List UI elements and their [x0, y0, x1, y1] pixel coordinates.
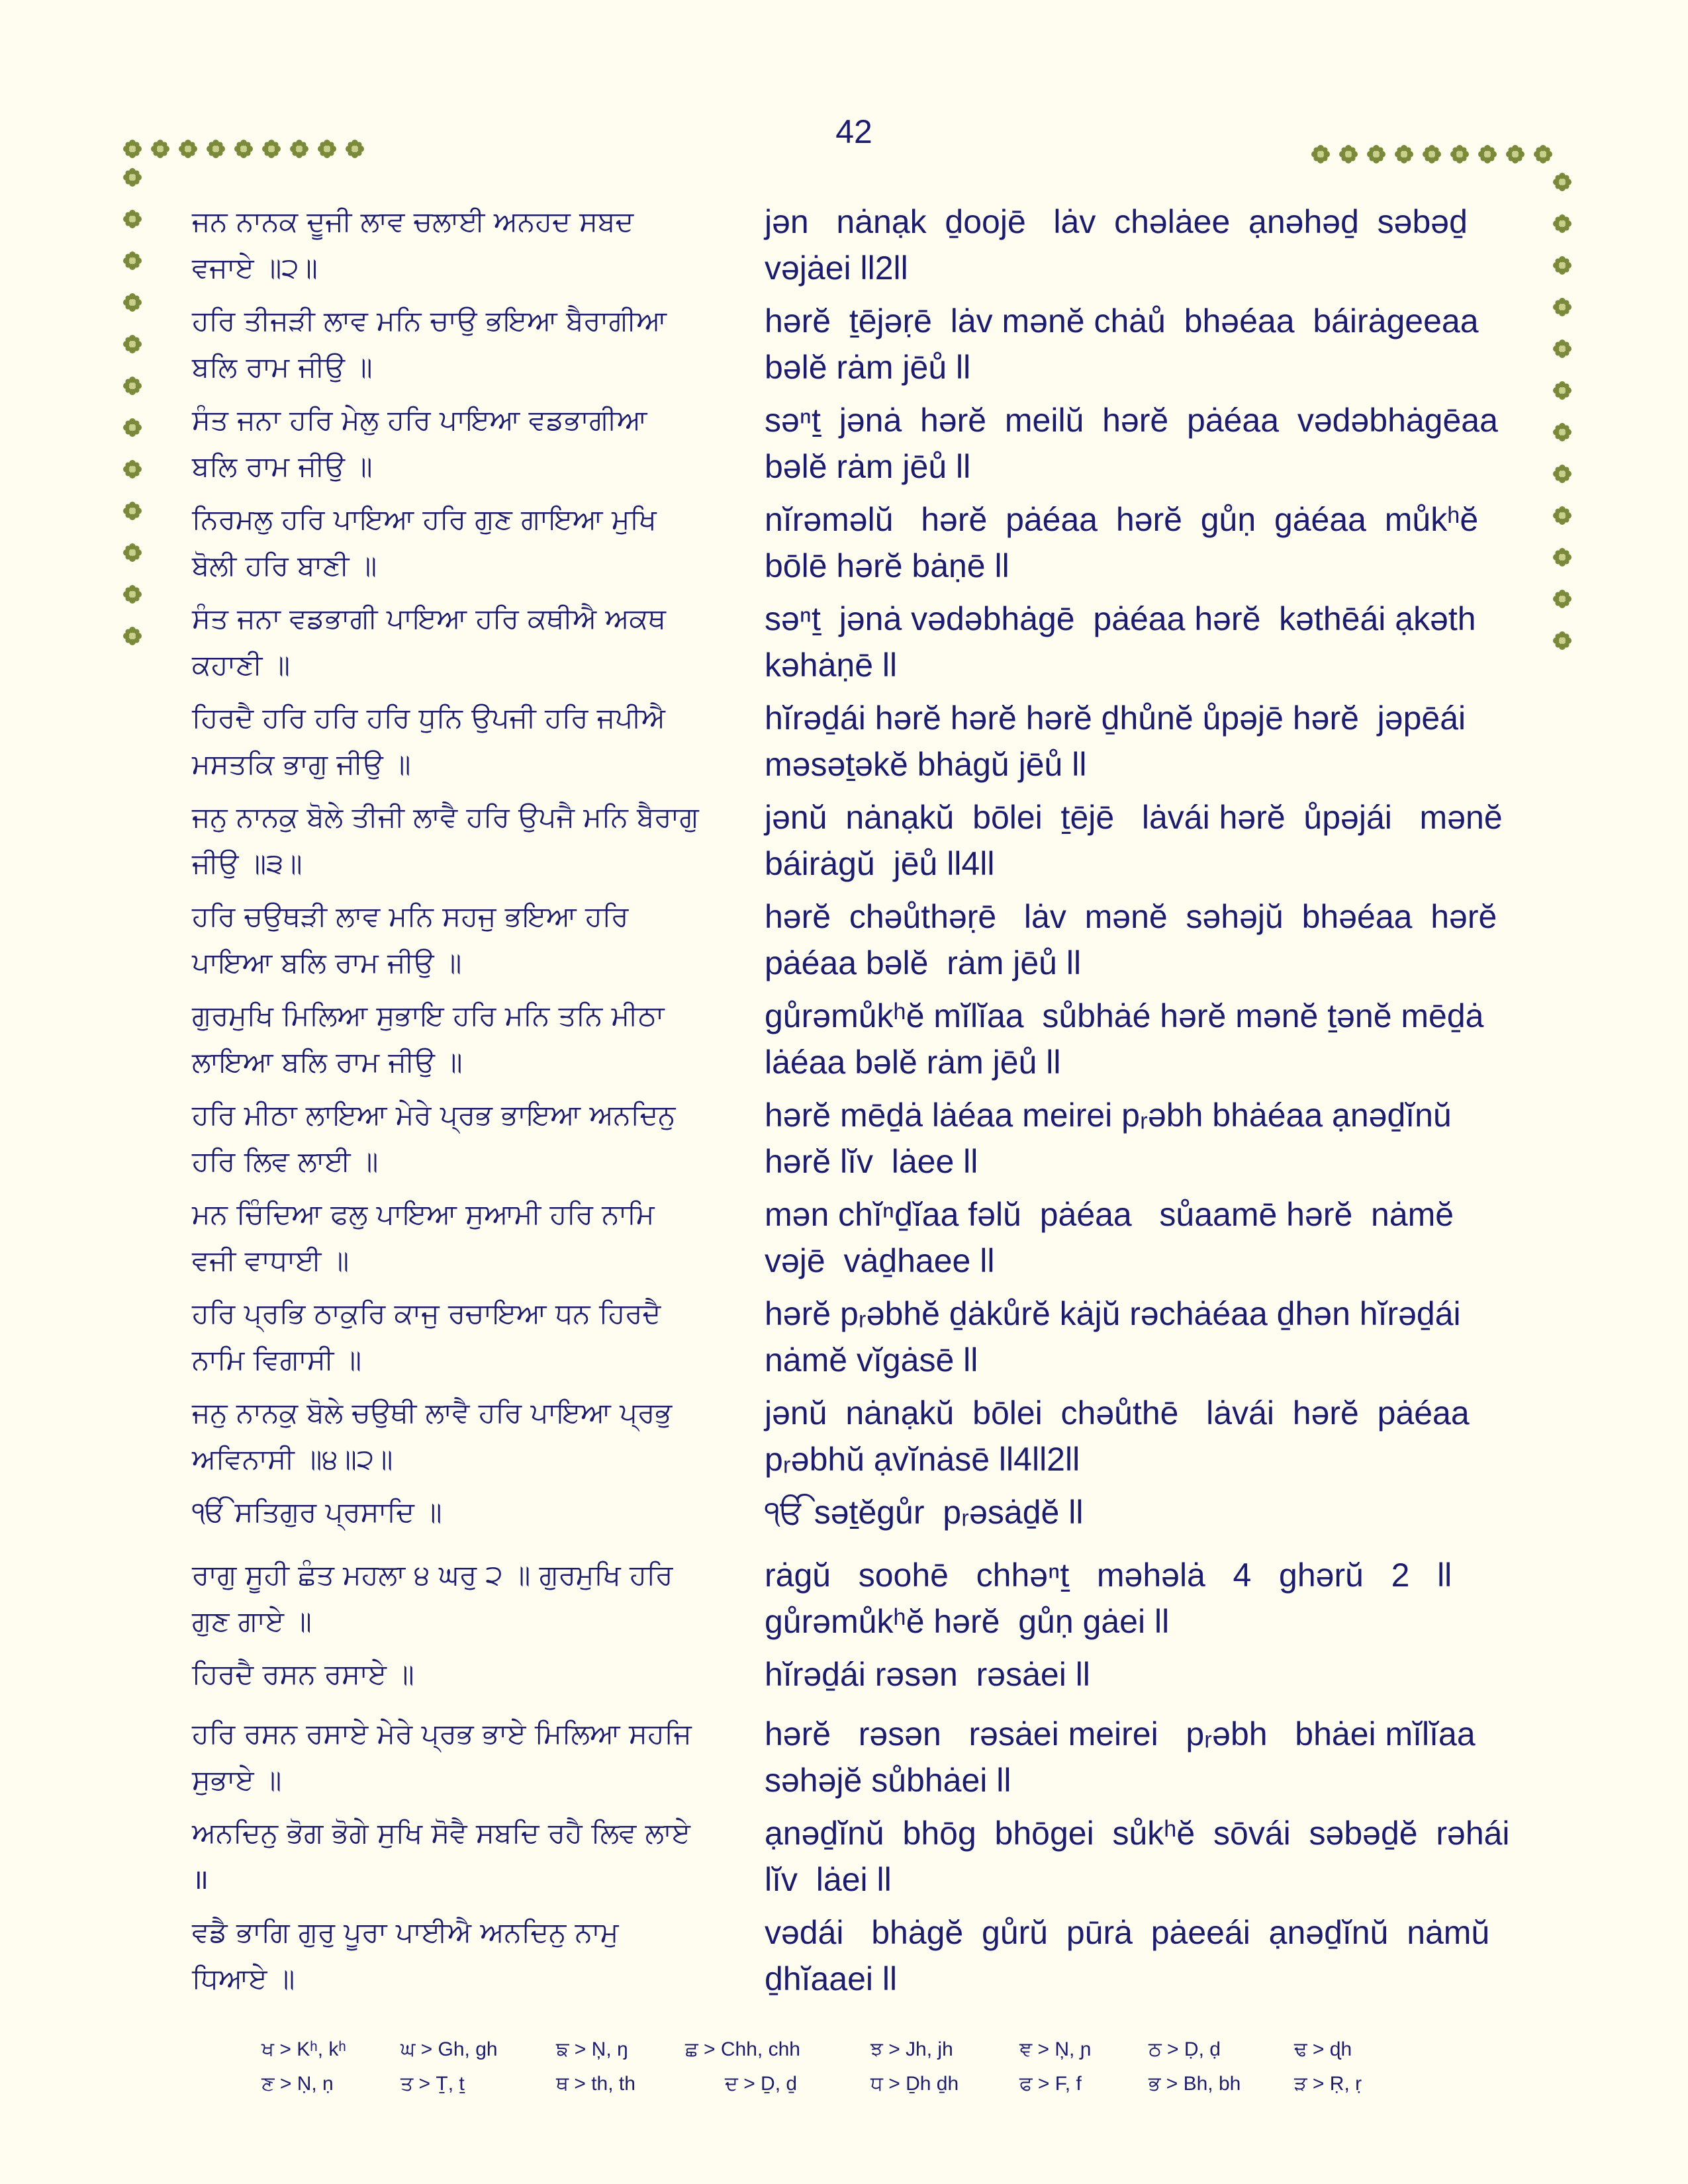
flower-ornament-icon — [1552, 422, 1572, 442]
flower-ornament-icon — [317, 139, 337, 159]
page-number: 42 — [835, 113, 872, 150]
flower-ornament-icon — [206, 139, 226, 159]
flower-ornament-icon — [122, 334, 142, 354]
flower-ornament-icon — [1366, 144, 1386, 164]
flower-ornament-icon — [1552, 589, 1572, 609]
flower-ornament-icon — [1552, 297, 1572, 317]
legend-item: ਦ > Ḏ, ḏ — [725, 2073, 798, 2095]
legend-item: ਖ > Kʰ, kʰ — [261, 2038, 346, 2060]
flower-ornament-icon — [122, 543, 142, 563]
legend-item: ਧ > Ḏh ḏh — [870, 2073, 959, 2095]
legend-item: ਭ > Bh, bh — [1149, 2073, 1241, 2095]
legend-item: ਠ > Ḍ, ḍ — [1149, 2038, 1221, 2060]
transliteration-text: səⁿṯ jənȧ hərĕ meilŭ hərĕ pȧéaa vədəbhȧgēaa bəlĕ rȧm jēů ll — [765, 402, 1498, 485]
flower-ornament-icon — [1552, 214, 1572, 234]
flower-ornament-icon — [1552, 631, 1572, 651]
legend-item: ੜ > Ṛ, ṛ — [1294, 2073, 1362, 2095]
legend-item: ਝ > Jh, jh — [870, 2038, 953, 2060]
legend-item: ਫ > F, f — [1019, 2073, 1082, 2095]
flower-ornament-icon — [234, 139, 254, 159]
transliteration-text: gůrəmůkʰĕ mĭlĭaa sůbhȧé hərĕ mənĕ ṯənĕ mēḏȧ lȧéaa bəlĕ rȧm jēů ll — [765, 997, 1484, 1081]
flower-ornament-icon — [122, 209, 142, 229]
legend-item: ਛ > Chh, chh — [685, 2038, 800, 2060]
legend-item: ਥ > th, th — [556, 2073, 635, 2095]
gurmukhi-text: ਜਨੁ ਨਾਨਕੁ ਬੋਲੇ ਚਉਥੀ ਲਾਵੈ ਹਰਿ ਪਾਇਆ ਪ੍ਰਭੁ ਅਵਿਨਾਸੀ ॥੪॥੨॥ — [192, 1396, 673, 1475]
transliteration-text: hərĕ pᵣəbhĕ ḏȧkůrĕ kȧjŭ rəchȧéaa ḏhən hĭrəḏái nȧmĕ vĭgȧsē ll — [765, 1295, 1461, 1379]
flower-ornament-icon — [1505, 144, 1525, 164]
gurmukhi-text: ਵਡੈ ਭਾਗਿ ਗੁਰੁ ਪੂਰਾ ਪਾਈਐ ਅਨਦਿਨੁ ਨਾਮੁ ਧਿਆਏ ॥ — [192, 1916, 619, 1995]
transliteration-text: rȧgŭ soohē chhəⁿṯ məhəlȧ 4 ghərŭ 2 ll gůrəmůkʰĕ hərĕ gůṇ gȧei ll — [765, 1557, 1452, 1640]
gurmukhi-text: ਅਨਦਿਨੁ ਭੋਗ ਭੋਗੇ ਸੁਖਿ ਸੋਵੈ ਸਬਦਿ ਰਹੈ ਲਿਵ ਲਾਏ ॥ — [192, 1817, 690, 1895]
flower-ornament-icon — [122, 376, 142, 396]
gurmukhi-text: ਹਰਿ ਪ੍ਰਭਿ ਠਾਕੁਰਿ ਕਾਜੁ ਰਚਾਇਆ ਧਨ ਹਿਰਦੈ ਨਾਮਿ ਵਿਗਾਸੀ ॥ — [192, 1297, 661, 1376]
legend-item: ਙ > Ņ, ŋ — [556, 2038, 628, 2060]
flower-ornament-icon — [122, 293, 142, 312]
legend-item: ਢ > ɖh — [1294, 2038, 1352, 2060]
flower-ornament-icon — [1552, 172, 1572, 192]
gurmukhi-text: ਹਰਿ ਰਸਨ ਰਸਾਏ ਮੇਰੇ ਪ੍ਰਭ ਭਾਏ ਮਿਲਿਆ ਸਹਜਿ ਸੁਭਾਏ ॥ — [192, 1717, 692, 1796]
gurmukhi-text: ਰਾਗੁ ਸੂਹੀ ਛੰਤ ਮਹਲਾ ੪ ਘਰੁ ੨ ॥ ਗੁਰਮੁਖਿ ਹਰਿ ਗੁਣ ਗਾਏ ॥ — [192, 1559, 673, 1637]
flower-ornament-icon — [1338, 144, 1358, 164]
flower-ornament-icon — [1477, 144, 1497, 164]
transliteration-text: jənŭ nȧnạkŭ bōlei chəůthē lȧvái hərĕ pȧéaa pᵣəbhŭ ạvĭnȧsē ll4ll2ll — [765, 1394, 1470, 1478]
flower-ornament-icon — [1552, 339, 1572, 359]
flower-ornament-icon — [261, 139, 281, 159]
gurmukhi-text: ਜਨ ਨਾਨਕ ਦੂਜੀ ਲਾਵ ਚਲਾਈ ਅਨਹਦ ਸਬਦ ਵਜਾਏ ॥੨॥ — [192, 205, 634, 284]
legend-item: ਘ > Gh, gh — [400, 2038, 498, 2060]
flower-ornament-icon — [122, 139, 142, 159]
transliteration-text: jənŭ nȧnạkŭ bōlei ṯējē lȧvái hərĕ ůpəjái mənĕ báirȧgŭ jēů ll4ll — [765, 799, 1503, 882]
flower-ornament-icon — [122, 459, 142, 479]
transliteration-text: vədái bhȧgĕ gůrŭ pūrȧ pȧeeái ạnəḏĭnŭ nȧmŭ ḏhĭaaei ll — [765, 1914, 1490, 1997]
gurmukhi-text: ੴ ਸਤਿਗੁਰ ਪ੍ਰਸਾਦਿ ॥ — [192, 1496, 442, 1528]
legend-item: ਣ > Ṇ, ṇ — [261, 2073, 334, 2095]
flower-ornament-icon — [122, 626, 142, 646]
gurmukhi-text: ਹਰਿ ਤੀਜੜੀ ਲਾਵ ਮਨਿ ਚਾਉ ਭਇਆ ਬੈਰਾਗੀਆ ਬਲਿ ਰਾਮ ਜੀਉ ॥ — [192, 304, 667, 383]
legend-item: ਤ > Ṯ, ṯ — [400, 2073, 465, 2095]
flower-ornament-icon — [1533, 144, 1553, 164]
flower-ornament-icon — [178, 139, 198, 159]
flower-ornament-icon — [289, 139, 309, 159]
transliteration-text: hərĕ ṯējəṛē lȧv mənĕ chȧů bhəéaa báirȧgeeaa bəlĕ rȧm jēů ll — [765, 302, 1479, 386]
transliteration-text: mən chĭⁿḏĭaa fəlŭ pȧéaa sůaamē hərĕ nȧmĕ vəjē vȧḏhaee ll — [765, 1196, 1454, 1279]
transliteration-text: nĭrəməlŭ hərĕ pȧéaa hərĕ gůṇ gȧéaa můkʰĕ bōlē hərĕ bȧṇē ll — [765, 501, 1479, 584]
gurmukhi-text: ਜਨੁ ਨਾਨਕੁ ਬੋਲੇ ਤੀਜੀ ਲਾਵੈ ਹਰਿ ਉਪਜੈ ਮਨਿ ਬੈਰਾਗੁ ਜੀਉ ॥੩॥ — [192, 801, 699, 880]
gurmukhi-text: ਹਰਿ ਚਉਥੜੀ ਲਾਵ ਮਨਿ ਸਹਜੁ ਭਇਆ ਹਰਿ ਪਾਇਆ ਬਲਿ ਰਾਮ ਜੀਉ ॥ — [192, 900, 629, 979]
gurmukhi-text: ਨਿਰਮਲੁ ਹਰਿ ਪਾਇਆ ਹਰਿ ਗੁਣ ਗਾਇਆ ਮੁਖਿ ਬੋਲੀ ਹਰਿ ਬਾਣੀ ॥ — [192, 503, 657, 582]
flower-ornament-icon — [122, 501, 142, 521]
flower-ornament-icon — [1552, 464, 1572, 484]
flower-ornament-icon — [122, 167, 142, 187]
flower-ornament-icon — [1394, 144, 1414, 164]
transliteration-text: hərĕ rəsən rəsȧei meirei pᵣəbh bhȧei mĭlĭaa səhəjĕ sůbhȧei ll — [765, 1715, 1476, 1799]
gurmukhi-text: ਮਨ ਚਿੰਦਿਆ ਫਲੁ ਪਾਇਆ ਸੁਆਮੀ ਹਰਿ ਨਾਮਿ ਵਜੀ ਵਾਧਾਈ ॥ — [192, 1198, 655, 1277]
transliteration-text: jən nȧnạk ḏoojē lȧv chəlȧee ạnəhəḏ səbəḏ vəjȧei ll2ll — [765, 203, 1468, 287]
flower-ornament-icon — [1552, 381, 1572, 400]
flower-ornament-icon — [345, 139, 365, 159]
transliteration-text: hərĕ mēḏȧ lȧéaa meirei pᵣəbh bhȧéaa ạnəḏĭnŭ hərĕ lĭv lȧee ll — [765, 1097, 1452, 1180]
transliteration-text: ੴ səṯĕgůr pᵣəsȧḏĕ ll — [765, 1494, 1084, 1531]
flower-ornament-icon — [1311, 144, 1331, 164]
flower-ornament-icon — [122, 251, 142, 271]
gurmukhi-text: ਸੰਤ ਜਨਾ ਹਰਿ ਮੇਲੁ ਹਰਿ ਪਾਇਆ ਵਡਭਾਗੀਆ ਬਲਿ ਰਾਮ ਜੀਉ ॥ — [192, 404, 647, 482]
transliteration-text: səⁿṯ jənȧ vədəbhȧgē pȧéaa hərĕ kəthēái ạkəth kəhȧṇē ll — [765, 600, 1476, 684]
flower-ornament-icon — [1450, 144, 1470, 164]
transliteration-text: hĭrəḏái hərĕ hərĕ hərĕ ḏhůnĕ ůpəjē hərĕ jəpēái məsəṯəkĕ bhȧgŭ jēů ll — [765, 700, 1466, 783]
transliteration-text: hərĕ chəůthəṛē lȧv mənĕ səhəjŭ bhəéaa hərĕ pȧéaa bəlĕ rȧm jēů ll — [765, 898, 1497, 981]
gurmukhi-text: ਹਰਿ ਮੀਠਾ ਲਾਇਆ ਮੇਰੇ ਪ੍ਰਭ ਭਾਇਆ ਅਨਦਿਨੁ ਹਰਿ ਲਿਵ ਲਾਈ ॥ — [192, 1099, 676, 1177]
flower-ornament-icon — [1552, 506, 1572, 525]
transliteration-text: hĭrəḏái rəsən rəsȧei ll — [765, 1656, 1090, 1693]
gurmukhi-text: ਸੰਤ ਜਨਾ ਵਡਭਾਗੀ ਪਾਇਆ ਹਰਿ ਕਥੀਐ ਅਕਥ ਕਹਾਣੀ ॥ — [192, 602, 666, 681]
legend-item: ਞ > Ņ, ɲ — [1019, 2038, 1092, 2060]
flower-ornament-icon — [1422, 144, 1442, 164]
flower-ornament-icon — [150, 139, 170, 159]
gurmukhi-text: ਹਿਰਦੈ ਰਸਨ ਰਸਾਏ ॥ — [192, 1658, 414, 1690]
transliteration-text: ạnəḏĭnŭ bhōg bhōgei sůkʰĕ sōvái səbəḏĕ rəhái lĭv lȧei ll — [765, 1815, 1510, 1898]
flower-ornament-icon — [1552, 255, 1572, 275]
gurmukhi-text: ਗੁਰਮੁਖਿ ਮਿਲਿਆ ਸੁਭਾਇ ਹਰਿ ਮਨਿ ਤਨਿ ਮੀਠਾ ਲਾਇਆ ਬਲਿ ਰਾਮ ਜੀਉ ॥ — [192, 999, 665, 1078]
flower-ornament-icon — [1552, 547, 1572, 567]
flower-ornament-icon — [122, 418, 142, 437]
flower-ornament-icon — [122, 584, 142, 604]
gurmukhi-text: ਹਿਰਦੈ ਹਰਿ ਹਰਿ ਹਰਿ ਧੁਨਿ ਉਪਜੀ ਹਰਿ ਜਪੀਐ ਮਸਤਕਿ ਭਾਗੁ ਜੀਉ ॥ — [192, 702, 665, 780]
